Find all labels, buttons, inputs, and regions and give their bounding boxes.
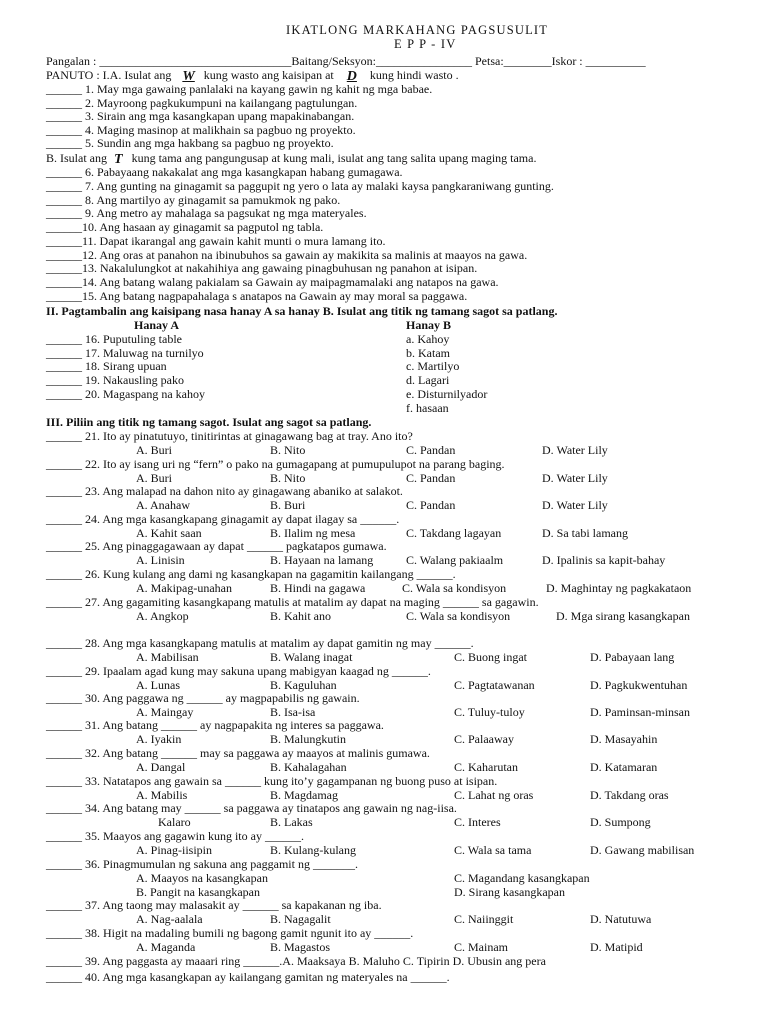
choice-option: D. Sumpong <box>590 815 651 829</box>
choice-option: C. Lahat ng oras <box>454 788 534 802</box>
part1-item: ______ 4. Maging masinop at malikhain sa pagbuo ng proyekto. <box>46 122 356 137</box>
question-33: ______ 33. Natatapos ang gawain sa ______ kung ito’y gagampanan ng buong puso at isipan. <box>46 774 498 788</box>
hanay-b-item: e. Disturnilyador <box>406 386 488 401</box>
question-25: ______ 25. Ang pinaggagawaan ay dapat ______ pagkatapos gumawa. <box>46 539 387 553</box>
hanay-a-item: ______ 20. Magaspang na kahoy <box>46 386 205 401</box>
choice-option: Kalaro <box>158 815 191 829</box>
choice-option: A. Anahaw <box>136 498 190 512</box>
part1b-item: ______13. Nakalulungkot at nakahihiya ang gawaing pinagbuhusan ng panahon at isipan. <box>46 261 478 276</box>
hanay-a-item: ______ 19. Nakausling pako <box>46 373 184 388</box>
choice-option: D. Paminsan-minsan <box>590 705 690 719</box>
part1b-item: ______ 8. Ang martilyo ay ginagamit sa pamukmok ng pako. <box>46 192 341 207</box>
choice-option: D. Takdang oras <box>590 788 669 802</box>
choice-option: A. Mabilisan <box>136 650 199 664</box>
question-35: ______ 35. Maayos ang gagawin kung ito ay ______. <box>46 829 304 843</box>
choice-option: D. Pabayaan lang <box>590 650 675 664</box>
question-22: ______ 22. Ito ay isang uri ng “fern” o pako na gumagapang at pumupulupot na parang baging. <box>46 457 505 471</box>
question-34: ______ 34. Ang batang may ______ sa paggawa ay tinatapos ang gawain ng nag-iisa. <box>46 801 457 815</box>
choice-option: D. Sa tabi lamang <box>542 526 628 540</box>
panuto-line <box>46 68 459 83</box>
choice-option: C. Mainam <box>454 940 508 954</box>
choice-option: B. Nito <box>270 471 306 485</box>
choice-option: C. Palaaway <box>454 732 514 746</box>
hanay-a-item: ______ 18. Sirang upuan <box>46 359 167 374</box>
choice-option: B. Walang inagat <box>270 650 353 664</box>
choice-option: A. Maingay <box>136 705 194 719</box>
choice-option: C. Buong ingat <box>454 650 528 664</box>
choice-option: A. Pinag-iisipin <box>136 843 213 857</box>
choice-option: B. Ilalim ng mesa <box>270 526 356 540</box>
choice-option: A. Nag-aalala <box>136 912 203 926</box>
choice-option: C. Pandan <box>406 443 456 457</box>
choice-option: B. Pangit na kasangkapan <box>136 885 260 899</box>
hanay-b-item: f. hasaan <box>406 400 449 415</box>
question-38: ______ 38. Higit na madaling bumili ng bagong gamit ngunit ito ay ______. <box>46 926 414 940</box>
choice-option: A. Mabilis <box>136 788 188 802</box>
hanay-a-header: Hanay A <box>134 318 180 332</box>
hanay-a-item: ______ 17. Maluwag na turnilyo <box>46 345 204 360</box>
choice-option: C. Wala sa kondisyon <box>406 609 511 623</box>
question-30: ______ 30. Ang paggawa ng ______ ay magpapabilis ng gawain. <box>46 691 360 705</box>
part2-instruction: II. Pagtambalin ang kaisipang nasa hanay A sa hanay B. Isulat ang titik ng tamang sagot sa patlang. <box>46 304 558 318</box>
d-letter: D <box>346 69 357 84</box>
hanay-b-item: b. Katam <box>406 345 450 360</box>
choice-option: B. Hayaan na lamang <box>270 553 374 567</box>
panuto-prefix: PANUTO : I.A. Isulat ang <box>46 68 172 82</box>
choice-option: B. Kahit ano <box>270 609 331 623</box>
part1b-item: ______ 6. Pabayaang nakakalat ang mga kasangkapan habang gumagawa. <box>46 165 403 179</box>
choice-option: A. Lunas <box>136 678 180 692</box>
part1-item: ______ 1. May mga gawaing panlalaki na kayang gawin ng kahit ng mga babae. <box>46 82 433 96</box>
choice-option: C. Wala sa tama <box>454 843 532 857</box>
part1-item: ______ 2. Mayroong pagkukumpuni na kailangang pagtulungan. <box>46 95 358 110</box>
choice-option: A. Makipag-unahan <box>136 581 232 595</box>
part1b-item: ______11. Dapat ikarangal ang gawain kahit munti o mura lamang ito. <box>46 233 386 248</box>
question-21: ______ 21. Ito ay pinatutuyo, tinitirintas at ginagawang bag at tray. Ano ito? <box>46 429 413 443</box>
choice-option: C. Naiinggit <box>454 912 514 926</box>
question-40: ______ 40. Ang mga kasangkapan ay kailangang gamitan ng materyales na ______. <box>46 970 450 984</box>
choice-option: C. Walang pakiaalm <box>406 553 504 567</box>
choice-option: D. Gawang mabilisan <box>590 843 695 857</box>
hanay-b-item: a. Kahoy <box>406 332 450 346</box>
hanay-b-item: c. Martilyo <box>406 359 460 374</box>
part1b-instruction <box>46 151 536 166</box>
choice-option: A. Linisin <box>136 553 185 567</box>
choice-option: A. Buri <box>136 443 172 457</box>
choice-option: C. Kaharutan <box>454 760 518 774</box>
part1b-suffix: kung tama ang pangungusap at kung mali, isulat ang tang salita upang maging tama. <box>131 151 537 165</box>
question-37: ______ 37. Ang taong may malasakit ay ______ sa kapakanan ng iba. <box>46 898 382 912</box>
choice-option: D. Maghintay ng pagkakataon <box>546 581 692 595</box>
w-letter: W <box>182 69 195 84</box>
choice-option: D. Masayahin <box>590 732 658 746</box>
choice-option: C. Wala sa kondisyon <box>402 581 507 595</box>
choice-option: A. Dangal <box>136 760 186 774</box>
part1b-item: ______15. Ang batang nagpapahalaga s anatapos na Gawain ay may moral sa paggawa. <box>46 288 468 303</box>
choice-option: B. Lakas <box>270 815 313 829</box>
exam-subject: E P P - IV <box>394 37 457 51</box>
student-info-line: Pangalan : ________________________________Baitang/Seksyon:________________ Petsa:________Iskor : __________ <box>46 54 646 68</box>
part1b-item: ______10. Ang hasaan ay ginagamit sa pagputol ng tabla. <box>46 220 324 234</box>
choice-option: D. Katamaran <box>590 760 658 774</box>
hanay-b-item: d. Lagari <box>406 373 450 388</box>
t-letter: T <box>114 152 123 167</box>
question-32: ______ 32. Ang batang ______ may sa paggawa ay maayos at malinis gumawa. <box>46 746 430 760</box>
choice-option: B. Hindi na gagawa <box>270 581 366 595</box>
choice-option: A. Angkop <box>136 609 189 623</box>
question-39: ______ 39. Ang paggasta ay maaari ring ______.A. Maaksaya B. Maluho C. Tipirin D. Ubusin ang pera <box>46 954 546 968</box>
choice-option: D. Matipid <box>590 940 643 954</box>
choice-option: C. Pandan <box>406 498 456 512</box>
choice-option: B. Kulang-kulang <box>270 843 356 857</box>
exam-title: IKATLONG MARKAHANG PAGSUSULIT <box>286 23 549 37</box>
question-23: ______ 23. Ang malapad na dahon nito ay ginagawang abaniko at salakot. <box>46 484 403 498</box>
choice-option: C. Tuluy-tuloy <box>454 705 525 719</box>
choice-option: B. Malungkutin <box>270 732 347 746</box>
hanay-b-header: Hanay B <box>406 318 452 332</box>
choice-option: D. Mga sirang kasangkapan <box>556 609 690 623</box>
choice-option: B. Magdamag <box>270 788 338 802</box>
choice-option: A. Maganda <box>136 940 196 954</box>
choice-option: C. Interes <box>454 815 501 829</box>
choice-option: D. Ipalinis sa kapit-bahay <box>542 553 666 567</box>
choice-option: D. Water Lily <box>542 498 608 512</box>
choice-option: C. Magandang kasangkapan <box>454 871 590 885</box>
choice-option: C. Pagtatawanan <box>454 678 535 692</box>
part1b-item: ______ 9. Ang metro ay mahalaga sa pagsukat ng mga materyales. <box>46 206 367 221</box>
choice-option: D. Water Lily <box>542 443 608 457</box>
panuto-suffix: kung hindi wasto . <box>369 68 459 82</box>
choice-option: B. Kaguluhan <box>270 678 337 692</box>
part1b-item: ______12. Ang oras at panahon na ibinubuhos sa gawain ay makikita sa malinis at maayos na gawa. <box>46 247 528 262</box>
choice-option: A. Maayos na kasangkapan <box>136 871 268 885</box>
choice-option: C. Pandan <box>406 471 456 485</box>
choice-option: D. Sirang kasangkapan <box>454 885 565 899</box>
question-36: ______ 36. Pinagmumulan ng sakuna ang paggamit ng _______. <box>46 857 358 871</box>
choice-option: B. Buri <box>270 498 306 512</box>
choice-option: A. Kahit saan <box>136 526 202 540</box>
choice-option: B. Kahalagahan <box>270 760 347 774</box>
question-27: ______ 27. Ang gagamiting kasangkapang matulis at matalim ay dapat na maging ______ sa gagawin. <box>46 595 539 609</box>
question-29: ______ 29. Ipaalam agad kung may sakuna upang mabigyan kaagad ng ______. <box>46 664 431 678</box>
choice-option: B. Magastos <box>270 940 330 954</box>
part3-instruction: III. Piliin ang titik ng tamang sagot. Isulat ang sagot sa patlang. <box>46 415 372 429</box>
question-24: ______ 24. Ang mga kasangkapang ginagamit ay dapat ilagay sa ______. <box>46 512 400 526</box>
choice-option: A. Buri <box>136 471 172 485</box>
hanay-a-item: ______ 16. Puputuling table <box>46 332 182 346</box>
question-28: ______ 28. Ang mga kasangkapang matulis at matalim ay dapat gamitin ng may ______. <box>46 636 474 650</box>
part1b-item: ______ 7. Ang gunting na ginagamit sa paggupit ng yero o lata ay malaki kaysa pangkaraniwang gunting. <box>46 178 554 193</box>
choice-option: B. Isa-isa <box>270 705 316 719</box>
choice-option: B. Nagagalit <box>270 912 331 926</box>
question-26: ______ 26. Kung kulang ang dami ng kasangkapan na gagamitin kailangang ______. <box>46 567 456 581</box>
choice-option: D. Pagkukwentuhan <box>590 678 688 692</box>
choice-option: A. Iyakin <box>136 732 182 746</box>
question-31: ______ 31. Ang batang ______ ay nagpapakita ng interes sa paggawa. <box>46 718 384 732</box>
part1b-item: ______14. Ang batang walang pakialam sa Gawain ay maipagmamalaki ang natapos na gawa. <box>46 275 499 289</box>
choice-option: D. Natutuwa <box>590 912 652 926</box>
part1-item: ______ 5. Sundin ang mga hakbang sa pagbuo ng proyekto. <box>46 136 334 151</box>
part1-item: ______ 3. Sirain ang mga kasangkapan upang mapakinabangan. <box>46 109 355 124</box>
part1b-prefix: B. Isulat ang <box>46 151 107 165</box>
panuto-mid: kung wasto ang kaisipan at <box>203 68 334 82</box>
choice-option: C. Takdang lagayan <box>406 526 502 540</box>
choice-option: B. Nito <box>270 443 306 457</box>
choice-option: D. Water Lily <box>542 471 608 485</box>
